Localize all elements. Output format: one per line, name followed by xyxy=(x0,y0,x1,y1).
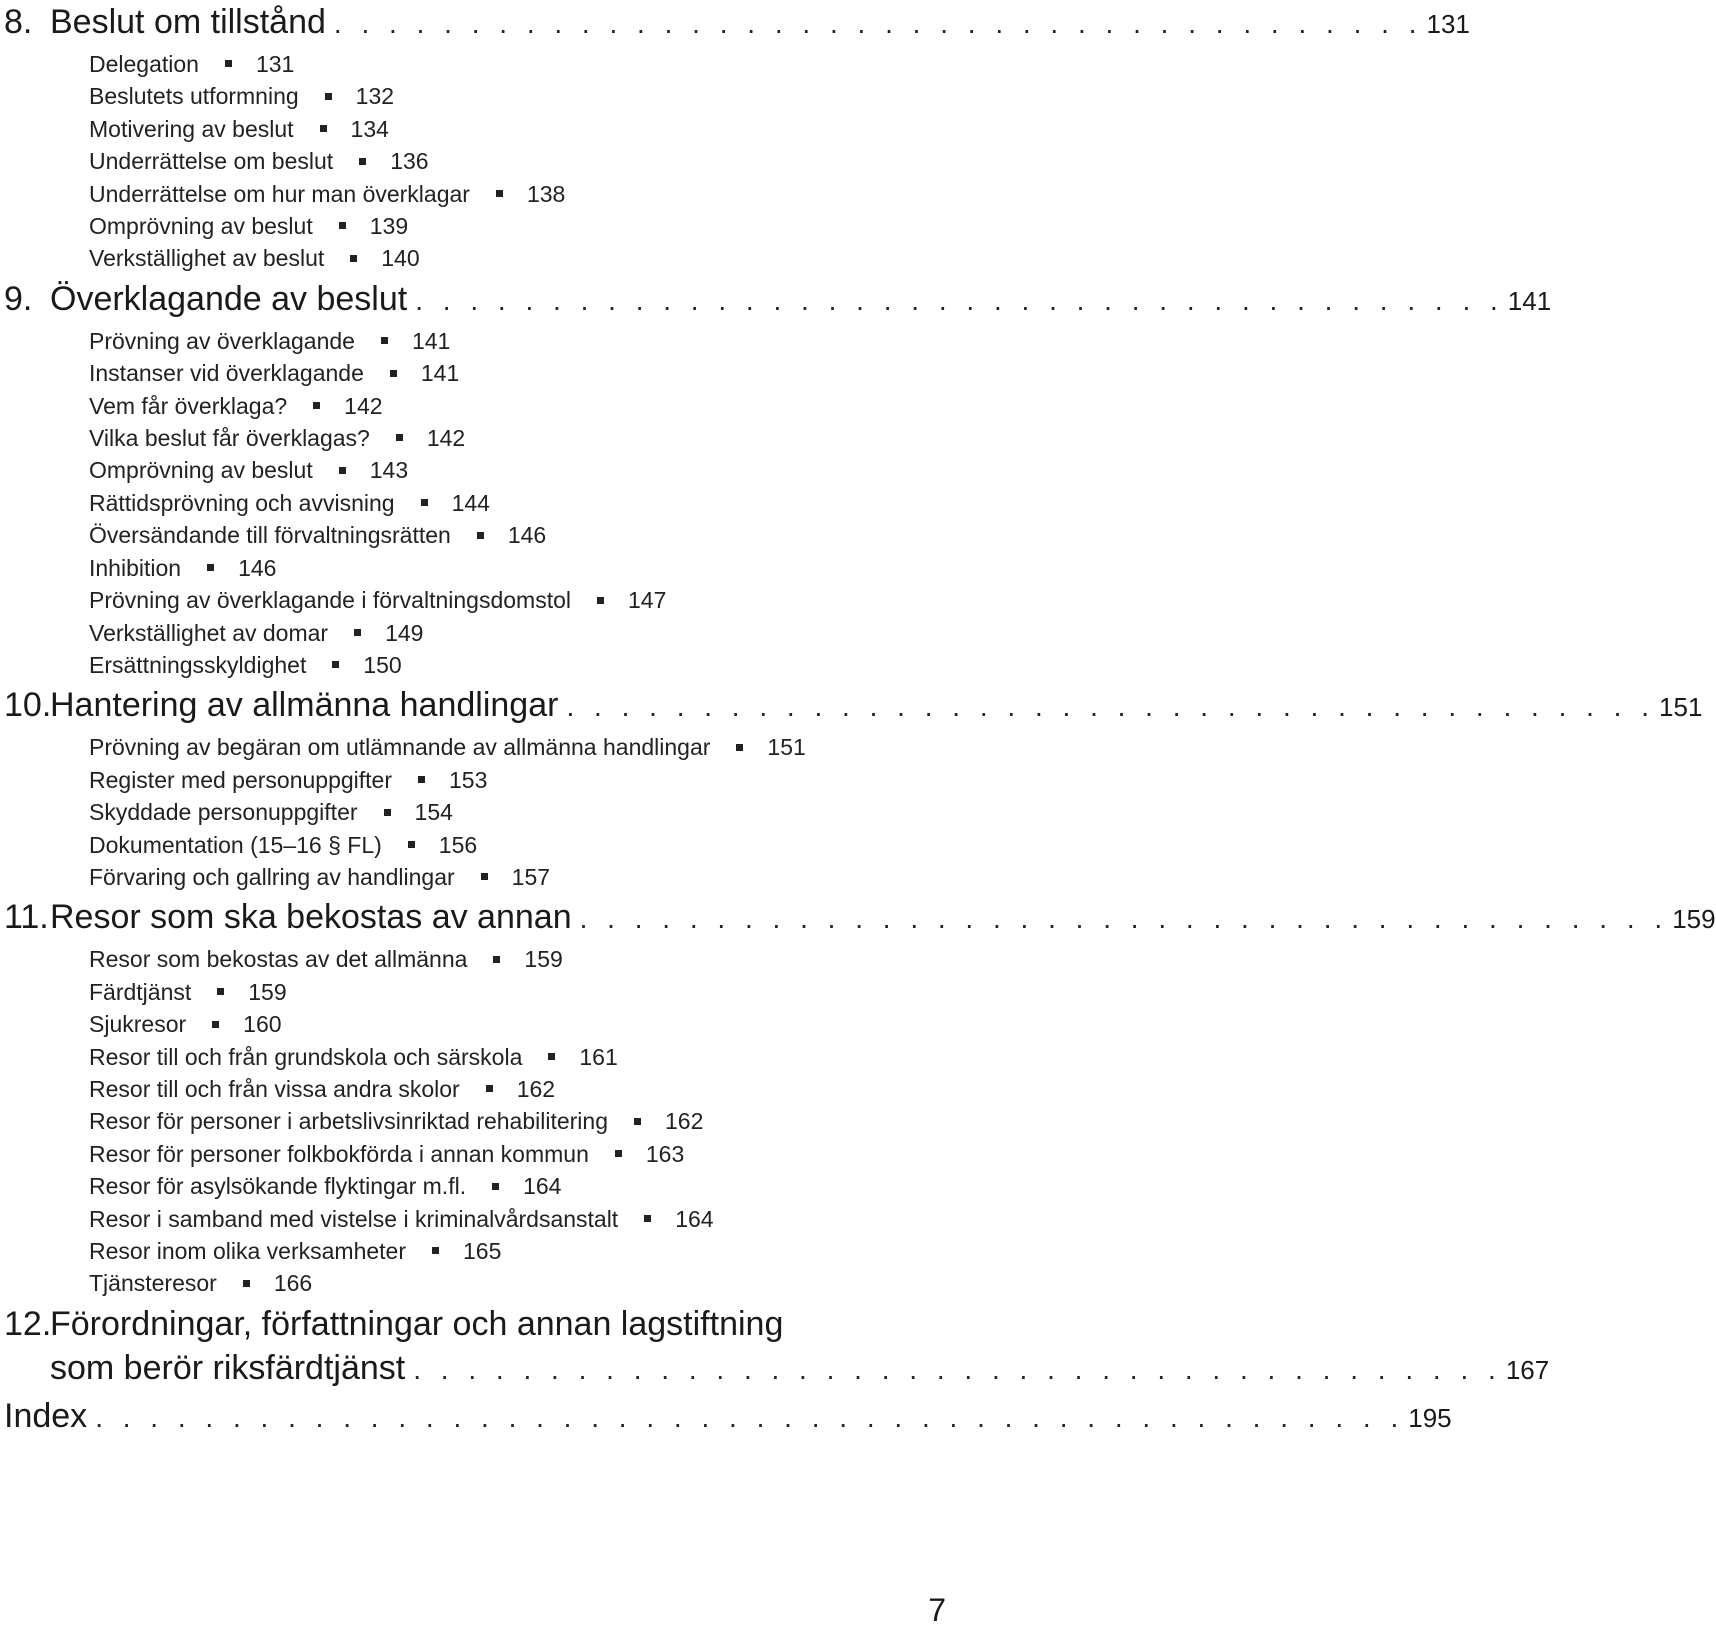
section-page: 147 xyxy=(628,587,667,614)
section-page: 146 xyxy=(238,554,277,581)
section-page: 141 xyxy=(411,327,451,354)
section-page: 142 xyxy=(344,392,383,419)
section-page: 163 xyxy=(645,1140,685,1167)
section-title: Resor för personer folkbokförda i annan kommun xyxy=(89,1140,589,1167)
bullet-separator-icon xyxy=(421,499,428,506)
chapter-9-heading[interactable] xyxy=(4,277,1552,323)
toc-section-entry[interactable] xyxy=(89,796,960,828)
bullet-separator-icon xyxy=(597,597,604,604)
section-page: 160 xyxy=(243,1011,282,1038)
section-title: Omprövning av beslut xyxy=(89,457,313,484)
bullet-separator-icon xyxy=(354,629,361,636)
section-title: Prövning av överklagande xyxy=(89,327,355,354)
section-title: Ersättningsskyldighet xyxy=(89,651,307,678)
chapter-page: 151 xyxy=(1659,692,1703,723)
toc-section-entry[interactable] xyxy=(89,1267,960,1299)
section-page: 146 xyxy=(507,522,547,549)
section-title: Vilka beslut får överklagas? xyxy=(89,425,370,452)
section-page: 162 xyxy=(516,1075,556,1102)
toc-section-entry[interactable] xyxy=(89,552,960,584)
section-page: 150 xyxy=(363,651,402,678)
section-page: 140 xyxy=(381,245,420,272)
dot-leader: . . . . . . . . . . . . . . . . . . . . . . . . . . . . . . . . . . . . . . . . xyxy=(579,903,1669,935)
section-page: 153 xyxy=(449,766,488,793)
toc-section-entry[interactable] xyxy=(89,1138,960,1170)
bullet-separator-icon xyxy=(332,661,339,668)
bullet-separator-icon xyxy=(325,93,332,100)
bullet-separator-icon xyxy=(634,1118,641,1125)
toc-section-entry[interactable] xyxy=(89,1235,960,1267)
bullet-separator-icon xyxy=(313,402,320,409)
section-title: Motivering av beslut xyxy=(89,115,294,142)
index-page: 195 xyxy=(1408,1402,1452,1433)
chapter-10-sections xyxy=(89,731,960,893)
section-title: Instanser vid överklagande xyxy=(89,360,364,387)
toc-section-entry[interactable] xyxy=(89,178,960,210)
chapter-number: 8. xyxy=(4,3,33,41)
bullet-separator-icon xyxy=(320,125,327,132)
chapter-12-heading-cont[interactable] xyxy=(4,1346,1550,1392)
chapter-9-sections xyxy=(89,325,960,681)
bullet-separator-icon xyxy=(217,988,224,995)
section-page: 144 xyxy=(451,489,490,516)
section-page: 157 xyxy=(511,863,551,890)
section-page: 161 xyxy=(579,1043,618,1070)
chapter-title: Hantering av allmänna handlingar xyxy=(50,686,559,725)
bullet-separator-icon xyxy=(207,564,214,571)
section-title: Resor inom olika verksamheter xyxy=(89,1238,407,1264)
section-title: Vem får överklaga? xyxy=(89,392,288,419)
dot-leader: . . . . . . . . . . . . . . . . . . . . . . . . . . . . . . . . . . . . . . . . xyxy=(333,8,1423,39)
toc-section-entry[interactable] xyxy=(89,829,960,861)
section-page: 156 xyxy=(438,831,478,858)
bullet-separator-icon xyxy=(396,434,403,441)
section-title: Beslutets utformning xyxy=(89,83,299,110)
section-page: 164 xyxy=(675,1205,714,1232)
section-title: Tjänsteresor xyxy=(89,1270,217,1297)
toc-section-entry[interactable] xyxy=(89,731,960,763)
toc-section-entry[interactable] xyxy=(89,48,960,80)
dot-leader: . . . . . . . . . . . . . . . . . . . . . . . . . . . . . . . . . . . . . . . . xyxy=(566,691,1656,723)
bullet-separator-icon xyxy=(408,841,415,848)
section-title: Resor i samband med vistelse i kriminalvårdsanstalt xyxy=(89,1205,619,1232)
section-page: 134 xyxy=(350,115,389,142)
bullet-separator-icon xyxy=(548,1053,555,1060)
section-page: 159 xyxy=(524,946,563,973)
chapter-8-sections xyxy=(89,48,960,275)
toc-section-entry[interactable] xyxy=(89,210,960,242)
section-page: 132 xyxy=(355,83,395,110)
section-page: 164 xyxy=(523,1173,562,1200)
toc-section-entry[interactable] xyxy=(89,943,960,975)
bullet-separator-icon xyxy=(243,1280,250,1287)
section-title: Dokumentation (15–16 § FL) xyxy=(89,831,382,858)
section-page: 141 xyxy=(420,360,460,387)
section-title: Underrättelse om beslut xyxy=(89,148,334,175)
toc-section-entry[interactable] xyxy=(89,976,960,1008)
chapter-number: 12. xyxy=(4,1304,52,1343)
chapter-10-heading[interactable] xyxy=(4,683,1703,729)
toc-section-entry[interactable] xyxy=(89,145,960,177)
toc-section-entry[interactable] xyxy=(89,649,960,681)
toc-section-entry[interactable] xyxy=(89,242,960,274)
bullet-separator-icon xyxy=(381,337,388,344)
toc-section-entry[interactable] xyxy=(89,454,960,486)
chapter-number: 9. xyxy=(4,279,33,318)
chapter-title-line-2: som berör riksfärdtjänst xyxy=(50,1348,406,1387)
section-title: Prövning av överklagande i förvaltningsdomstol xyxy=(89,587,571,614)
bullet-separator-icon xyxy=(496,190,503,197)
bullet-separator-icon xyxy=(492,1183,499,1190)
section-title: Verkställighet av beslut xyxy=(89,245,325,272)
chapter-page: 167 xyxy=(1505,1354,1550,1385)
index-heading[interactable] xyxy=(4,1394,1452,1440)
bullet-separator-icon xyxy=(225,60,232,67)
dot-leader: . . . . . . . . . . . . . . . . . . . . . . . . . . . . . . . . . . . . . . . . xyxy=(413,1353,1502,1385)
chapter-title: Överklagande av beslut xyxy=(50,279,408,318)
section-title: Underrättelse om hur man överklagar xyxy=(89,180,470,207)
dot-leader: . . . . . . . . . . . . . . . . . . . . . . . . . . . . . . . . . . . . . . . . . . . . . . . . xyxy=(95,1401,1405,1433)
bullet-separator-icon xyxy=(486,1085,493,1092)
toc-section-entry[interactable] xyxy=(89,519,960,551)
toc-section-entry[interactable] xyxy=(89,584,960,616)
section-title: Översändande till förvaltningsrätten xyxy=(89,522,451,549)
section-title: Resor som bekostas av det allmänna xyxy=(89,946,468,973)
section-title: Register med personuppgifter xyxy=(89,766,392,793)
section-page: 142 xyxy=(426,425,466,452)
bullet-separator-icon xyxy=(418,776,425,783)
section-page: 159 xyxy=(248,978,287,1005)
toc-section-entry[interactable] xyxy=(89,1073,960,1105)
section-title: Rättidsprövning och avvisning xyxy=(89,489,395,516)
section-page: 149 xyxy=(385,619,424,646)
toc-section-entry[interactable] xyxy=(89,80,960,112)
toc-section-entry[interactable] xyxy=(89,1203,960,1235)
dot-leader: . . . . . . . . . . . . . . . . . . . . . . . . . . . . . . . . . . . . . . . . xyxy=(415,284,1504,316)
section-page: 138 xyxy=(526,180,566,207)
bullet-separator-icon xyxy=(481,873,488,880)
toc-section-entry[interactable] xyxy=(89,325,960,357)
toc-section-entry[interactable] xyxy=(89,357,960,389)
section-title: Omprövning av beslut xyxy=(89,213,313,240)
bullet-separator-icon xyxy=(359,158,366,165)
chapter-8-heading[interactable] xyxy=(4,0,1470,46)
bullet-separator-icon xyxy=(615,1150,622,1157)
section-title: Förvaring och gallring av handlingar xyxy=(89,863,455,890)
section-title: Resor för asylsökande flyktingar m.fl. xyxy=(89,1173,467,1200)
section-title: Verkställighet av domar xyxy=(89,619,329,646)
toc-section-entry[interactable] xyxy=(89,422,960,454)
chapter-11-heading[interactable] xyxy=(4,895,1716,941)
chapter-page: 141 xyxy=(1507,285,1552,316)
section-title: Resor för personer i arbetslivsinriktad rehabilitering xyxy=(89,1108,609,1135)
section-page: 139 xyxy=(369,213,409,240)
section-page: 143 xyxy=(369,457,409,484)
toc-section-entry[interactable] xyxy=(89,1105,960,1137)
bullet-separator-icon xyxy=(493,956,500,963)
toc-section-entry[interactable] xyxy=(89,1170,960,1202)
bullet-separator-icon xyxy=(384,809,391,816)
section-title: Skyddade personuppgifter xyxy=(89,799,358,826)
section-page: 162 xyxy=(665,1108,704,1135)
section-title: Inhibition xyxy=(89,554,182,581)
section-page: 136 xyxy=(390,148,429,175)
section-title: Sjukresor xyxy=(89,1011,187,1038)
bullet-separator-icon xyxy=(390,370,397,377)
chapter-12-heading[interactable] xyxy=(4,1302,932,1346)
section-page: 166 xyxy=(273,1270,313,1297)
bullet-separator-icon xyxy=(477,532,484,539)
bullet-separator-icon xyxy=(339,467,346,474)
section-page: 151 xyxy=(767,734,806,761)
section-title: Delegation xyxy=(89,51,199,77)
bullet-separator-icon xyxy=(350,255,357,262)
toc-section-entry[interactable] xyxy=(89,113,960,145)
toc-section-entry[interactable] xyxy=(89,487,960,519)
section-page: 154 xyxy=(414,799,453,826)
section-page: 131 xyxy=(255,51,295,77)
toc-section-entry[interactable] xyxy=(89,1041,960,1073)
chapter-title: Beslut om tillstånd xyxy=(50,3,326,41)
toc-section-entry[interactable] xyxy=(89,617,960,649)
toc-section-entry[interactable] xyxy=(89,764,960,796)
index-title: Index xyxy=(4,1396,88,1435)
chapter-number: 11. xyxy=(4,898,49,937)
bullet-separator-icon xyxy=(736,744,743,751)
section-page: 165 xyxy=(463,1238,502,1264)
page-number: 7 xyxy=(928,1592,946,1628)
chapter-page: 159 xyxy=(1672,904,1716,935)
chapter-number: 10. xyxy=(4,686,52,725)
bullet-separator-icon xyxy=(212,1021,219,1028)
toc-section-entry[interactable] xyxy=(89,861,960,893)
section-title: Färdtjänst xyxy=(89,978,192,1005)
bullet-separator-icon xyxy=(432,1247,439,1254)
chapter-11-sections xyxy=(89,943,960,1299)
section-title: Prövning av begäran om utlämnande av allmänna handlingar xyxy=(89,734,711,761)
section-title: Resor till och från grundskola och särskola xyxy=(89,1043,523,1070)
bullet-separator-icon xyxy=(644,1215,651,1222)
chapter-title: Resor som ska bekostas av annan xyxy=(50,898,572,937)
chapter-title-line-1: Förordningar, författningar och annan lagstiftning xyxy=(50,1304,784,1343)
chapter-page: 131 xyxy=(1426,9,1470,39)
toc-section-entry[interactable] xyxy=(89,390,960,422)
bullet-separator-icon xyxy=(339,222,346,229)
section-title: Resor till och från vissa andra skolor xyxy=(89,1075,460,1102)
toc-section-entry[interactable] xyxy=(89,1008,960,1040)
